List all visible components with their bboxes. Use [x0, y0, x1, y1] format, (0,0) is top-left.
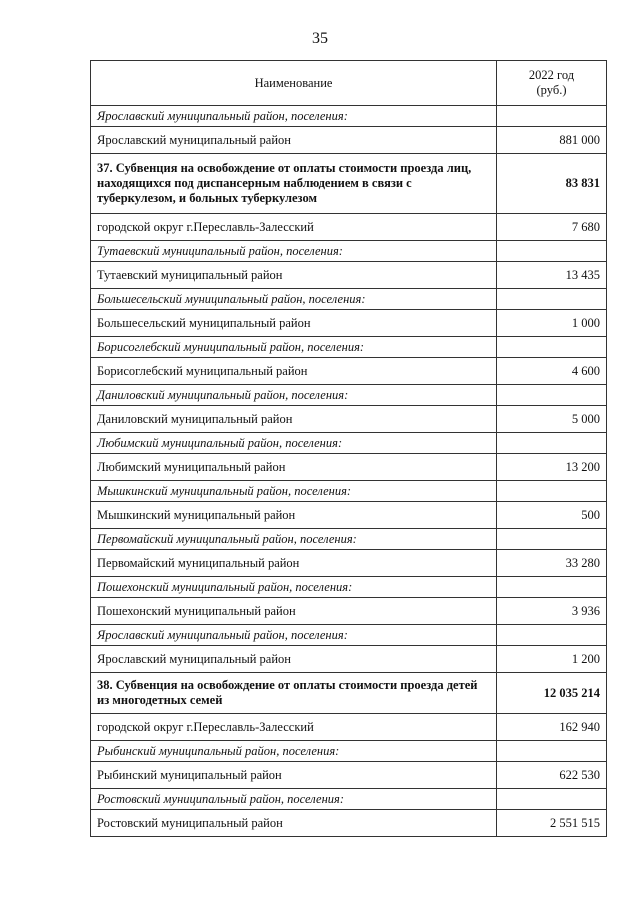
row-name: Борисоглебский муниципальный район [91, 358, 497, 385]
row-name: Мышкинский муниципальный район, поселения: [91, 481, 497, 502]
table-row [91, 406, 607, 433]
row-amount [497, 289, 607, 310]
row-name: Даниловский муниципальный район [91, 406, 497, 433]
row-name: Тутаевский муниципальный район [91, 262, 497, 289]
row-name: Даниловский муниципальный район, поселения: [91, 385, 497, 406]
section-row [91, 673, 607, 714]
row-amount [497, 385, 607, 406]
row-amount [497, 481, 607, 502]
table-row [91, 262, 607, 289]
row-amount: 12 035 214 [497, 673, 607, 714]
page-number: 35 [312, 30, 328, 47]
row-name: Ярославский муниципальный район [91, 646, 497, 673]
subgroup-row [91, 529, 607, 550]
row-amount: 3 936 [497, 598, 607, 625]
row-name: Мышкинский муниципальный район [91, 502, 497, 529]
table-row [91, 598, 607, 625]
table-row [91, 762, 607, 789]
table-row [91, 550, 607, 577]
column-header-name: Наименование [91, 61, 497, 106]
row-amount [497, 337, 607, 358]
row-amount: 4 600 [497, 358, 607, 385]
row-name: Борисоглебский муниципальный район, поселения: [91, 337, 497, 358]
subgroup-row [91, 433, 607, 454]
column-header-year: 2022 год [528, 68, 575, 82]
table-row [91, 646, 607, 673]
column-header-unit: (руб.) [536, 83, 567, 97]
row-name: Ярославский муниципальный район, поселения: [91, 106, 497, 127]
row-amount [497, 529, 607, 550]
subgroup-row [91, 789, 607, 810]
row-name: Рыбинский муниципальный район [91, 762, 497, 789]
table-row [91, 310, 607, 337]
subgroup-row [91, 289, 607, 310]
row-amount: 13 200 [497, 454, 607, 481]
row-name: городской округ г.Переславль-Залесский [91, 214, 497, 241]
row-amount: 7 680 [497, 214, 607, 241]
row-amount: 13 435 [497, 262, 607, 289]
table-row [91, 127, 607, 154]
row-name: Ростовский муниципальный район, поселения: [91, 789, 497, 810]
row-amount: 33 280 [497, 550, 607, 577]
table-row [91, 214, 607, 241]
subgroup-row [91, 241, 607, 262]
section-row [91, 154, 607, 214]
row-amount [497, 741, 607, 762]
column-header-amount [497, 61, 607, 106]
subgroup-row [91, 337, 607, 358]
row-name: Пошехонский муниципальный район, поселения: [91, 577, 497, 598]
row-amount: 83 831 [497, 154, 607, 214]
budget-table [90, 60, 607, 837]
row-name: Тутаевский муниципальный район, поселения: [91, 241, 497, 262]
table-row [91, 810, 607, 837]
row-amount: 5 000 [497, 406, 607, 433]
row-name: Любимский муниципальный район [91, 454, 497, 481]
subgroup-row [91, 106, 607, 127]
row-amount [497, 106, 607, 127]
row-amount: 622 530 [497, 762, 607, 789]
row-name: Пошехонский муниципальный район [91, 598, 497, 625]
subgroup-row [91, 577, 607, 598]
row-amount [497, 577, 607, 598]
table-row [91, 454, 607, 481]
row-name: Любимский муниципальный район, поселения: [91, 433, 497, 454]
row-name: Ярославский муниципальный район, поселения: [91, 625, 497, 646]
row-name: Рыбинский муниципальный район, поселения: [91, 741, 497, 762]
row-name: Большесельский муниципальный район [91, 310, 497, 337]
row-name: 37. Субвенция на освобождение от оплаты стоимости проезда лиц, находящихся под диспансерным наблюдением в связи с туберкулезом, и больных туберкулезом [91, 154, 497, 214]
subgroup-row [91, 385, 607, 406]
table-row [91, 502, 607, 529]
row-name: 38. Субвенция на освобождение от оплаты стоимости проезда детей из многодетных семей [91, 673, 497, 714]
row-amount: 1 000 [497, 310, 607, 337]
row-amount: 2 551 515 [497, 810, 607, 837]
row-amount [497, 789, 607, 810]
row-name: Первомайский муниципальный район, поселения: [91, 529, 497, 550]
row-amount [497, 241, 607, 262]
row-amount [497, 625, 607, 646]
subgroup-row [91, 625, 607, 646]
row-amount: 500 [497, 502, 607, 529]
table-body [91, 106, 607, 837]
row-name: городской округ г.Переславль-Залесский [91, 714, 497, 741]
row-name: Ростовский муниципальный район [91, 810, 497, 837]
row-name: Большесельский муниципальный район, поселения: [91, 289, 497, 310]
row-amount: 162 940 [497, 714, 607, 741]
subgroup-row [91, 481, 607, 502]
row-amount [497, 433, 607, 454]
table-header-row [91, 61, 607, 106]
row-name: Первомайский муниципальный район [91, 550, 497, 577]
table-row [91, 358, 607, 385]
row-name: Ярославский муниципальный район [91, 127, 497, 154]
row-amount: 881 000 [497, 127, 607, 154]
subgroup-row [91, 741, 607, 762]
table-row [91, 714, 607, 741]
row-amount: 1 200 [497, 646, 607, 673]
